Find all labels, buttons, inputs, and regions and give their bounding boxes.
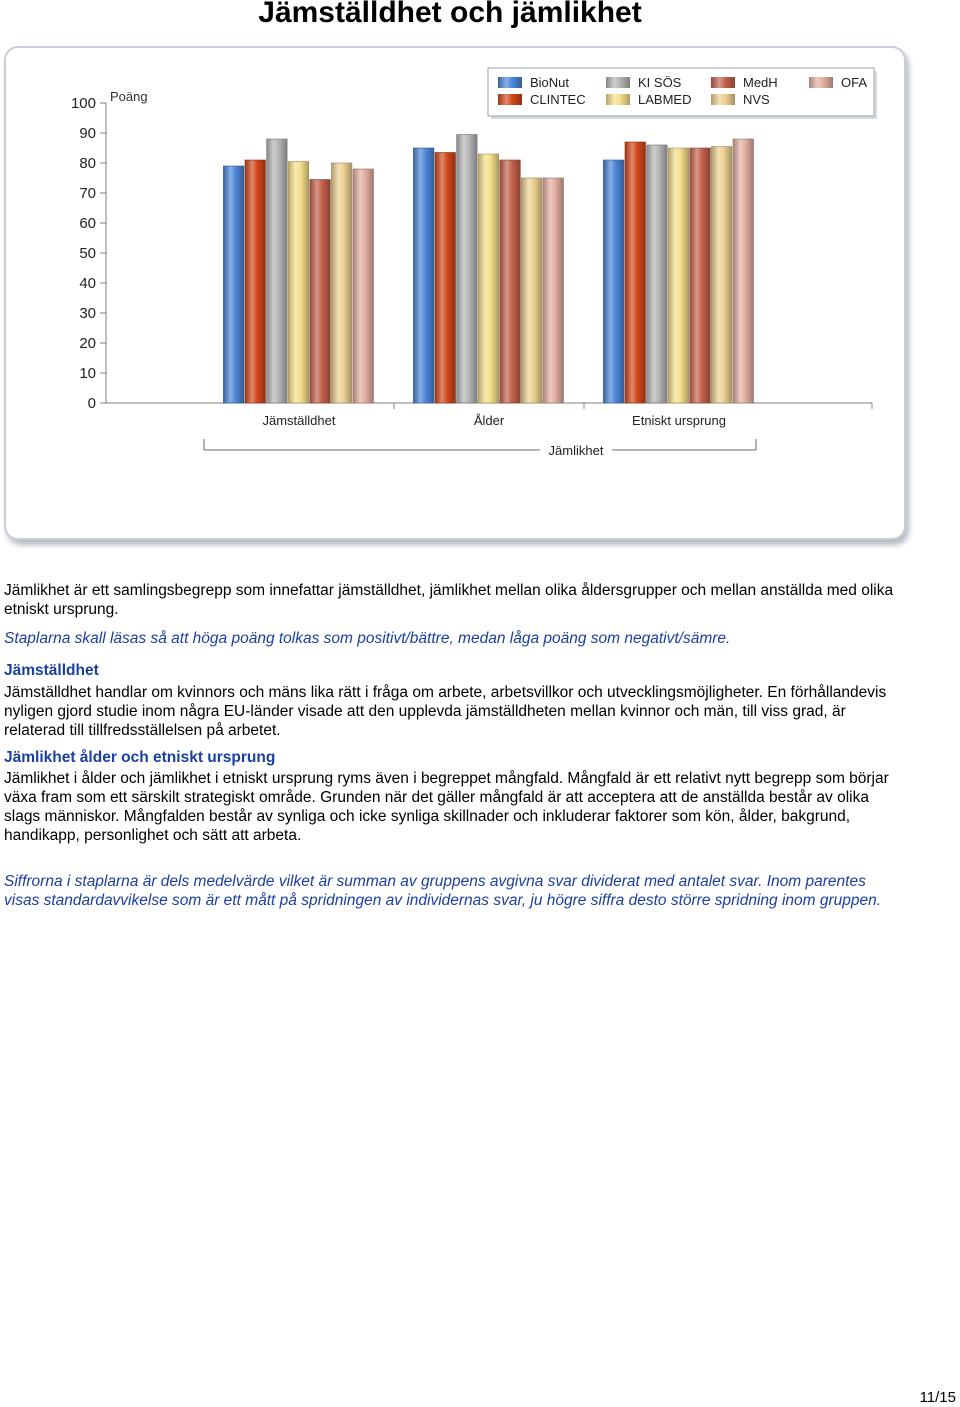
chart-frame — [4, 46, 906, 540]
bar-labmed-0 — [288, 162, 309, 404]
bar-bionut-0 — [223, 166, 244, 403]
y-tick-label: 100 — [70, 95, 96, 112]
group-label: Jämlikhet — [548, 443, 604, 458]
y-tick-label: 20 — [79, 335, 96, 352]
bar-chart — [6, 48, 904, 538]
bar-ki-s-s-0 — [267, 139, 288, 403]
y-tick-label: 10 — [79, 365, 96, 382]
y-tick-label: 0 — [87, 395, 96, 412]
legend-label: MedH — [743, 75, 778, 90]
bar-ki-s-s-1 — [457, 135, 478, 404]
legend-label: KI SÖS — [638, 75, 682, 90]
bar-clintec-2 — [625, 142, 646, 403]
footnote: Siffrorna i staplarna är dels medelvärde vilket är summan av gruppens avgivna svar dividerat med antalet svar. Inom parentes visas standardavvikelse som är ett mått på spridningen av individernas svar, ju högre siffra desto större spridning inom gruppen. — [4, 873, 882, 909]
heading-jamlikhet: Jämlikhet ålder och etniskt ursprung — [4, 749, 276, 766]
bar-nvs-1 — [521, 178, 542, 403]
category-label: Etniskt ursprung — [632, 413, 726, 428]
y-tick-label: 70 — [79, 185, 96, 202]
legend-swatch — [498, 94, 522, 105]
y-tick-label: 80 — [79, 155, 96, 172]
heading-jamstalldhet: Jämställdhet — [4, 662, 99, 679]
legend-label: NVS — [743, 92, 770, 107]
bar-ki-s-s-2 — [647, 145, 668, 403]
y-tick-label: 50 — [79, 245, 96, 262]
page-number: 11/15 — [919, 1389, 956, 1406]
bar-labmed-2 — [668, 148, 689, 403]
legend-label: CLINTEC — [530, 92, 586, 107]
bar-clintec-0 — [245, 160, 266, 403]
bar-medh-1 — [500, 160, 521, 403]
bar-ofa-1 — [543, 178, 564, 403]
legend-swatch — [809, 77, 833, 88]
jamstalldhet-paragraph: Jämställdhet handlar om kvinnors och mäns lika rätt i fråga om arbete, arbetsvillkor och utvecklingsmöjligheter. En förhållandevis nyligen gjord studie inom några EU-länder visade att den upplevda jämställdheten mellan kvinnor och män, till viss grad, är relaterad till tillfredsställelsen på arbetet. — [4, 684, 887, 739]
y-axis-label: Poäng — [110, 89, 148, 104]
y-tick-label: 90 — [79, 125, 96, 142]
jamlikhet-paragraph: Jämlikhet i ålder och jämlikhet i etniskt ursprung ryms även i begreppet mångfald. Mångfald är ett relativt nytt begrepp som börjar växa fram som ett särskilt strategiskt område. Grunden när det gäller mångfald är att acceptera att de anställda består av olika slags människor. Mångfalden består av synliga och icke synliga skillnader och inkluderar faktorer som kön, ålder, bakgrund, handikapp, personlighet och sätt att arbeta. — [4, 770, 889, 844]
y-tick-label: 40 — [79, 275, 96, 292]
bar-bionut-2 — [603, 160, 624, 403]
legend-label: BioNut — [530, 75, 570, 90]
bar-medh-2 — [690, 148, 711, 403]
legend-swatch — [498, 77, 522, 88]
reading-note: Staplarna skall läsas så att höga poäng tolkas som positivt/bättre, medan låga poäng som negativt/sämre. — [4, 630, 731, 647]
y-tick-label: 30 — [79, 305, 96, 322]
legend-swatch — [711, 94, 735, 105]
y-tick-label: 60 — [79, 215, 96, 232]
legend-swatch — [606, 77, 630, 88]
legend-swatch — [711, 77, 735, 88]
bar-medh-0 — [310, 180, 331, 404]
bar-nvs-2 — [711, 147, 732, 404]
bar-labmed-1 — [478, 154, 499, 403]
legend-swatch — [606, 94, 630, 105]
category-label: Jämställdhet — [262, 413, 336, 428]
bar-bionut-1 — [413, 148, 434, 403]
legend-label: LABMED — [638, 92, 692, 107]
intro-paragraph: Jämlikhet är ett samlingsbegrepp som innefattar jämställdhet, jämlikhet mellan olika åldersgrupper och mellan anställda med olika etniskt ursprung. — [4, 582, 894, 618]
bar-nvs-0 — [331, 163, 352, 403]
bar-ofa-2 — [733, 139, 754, 403]
category-label: Ålder — [473, 413, 505, 428]
page-title: Jämställdhet och jämlikhet — [258, 0, 642, 29]
legend-label: OFA — [841, 75, 868, 90]
bar-clintec-1 — [435, 153, 456, 404]
bar-ofa-0 — [353, 169, 374, 403]
